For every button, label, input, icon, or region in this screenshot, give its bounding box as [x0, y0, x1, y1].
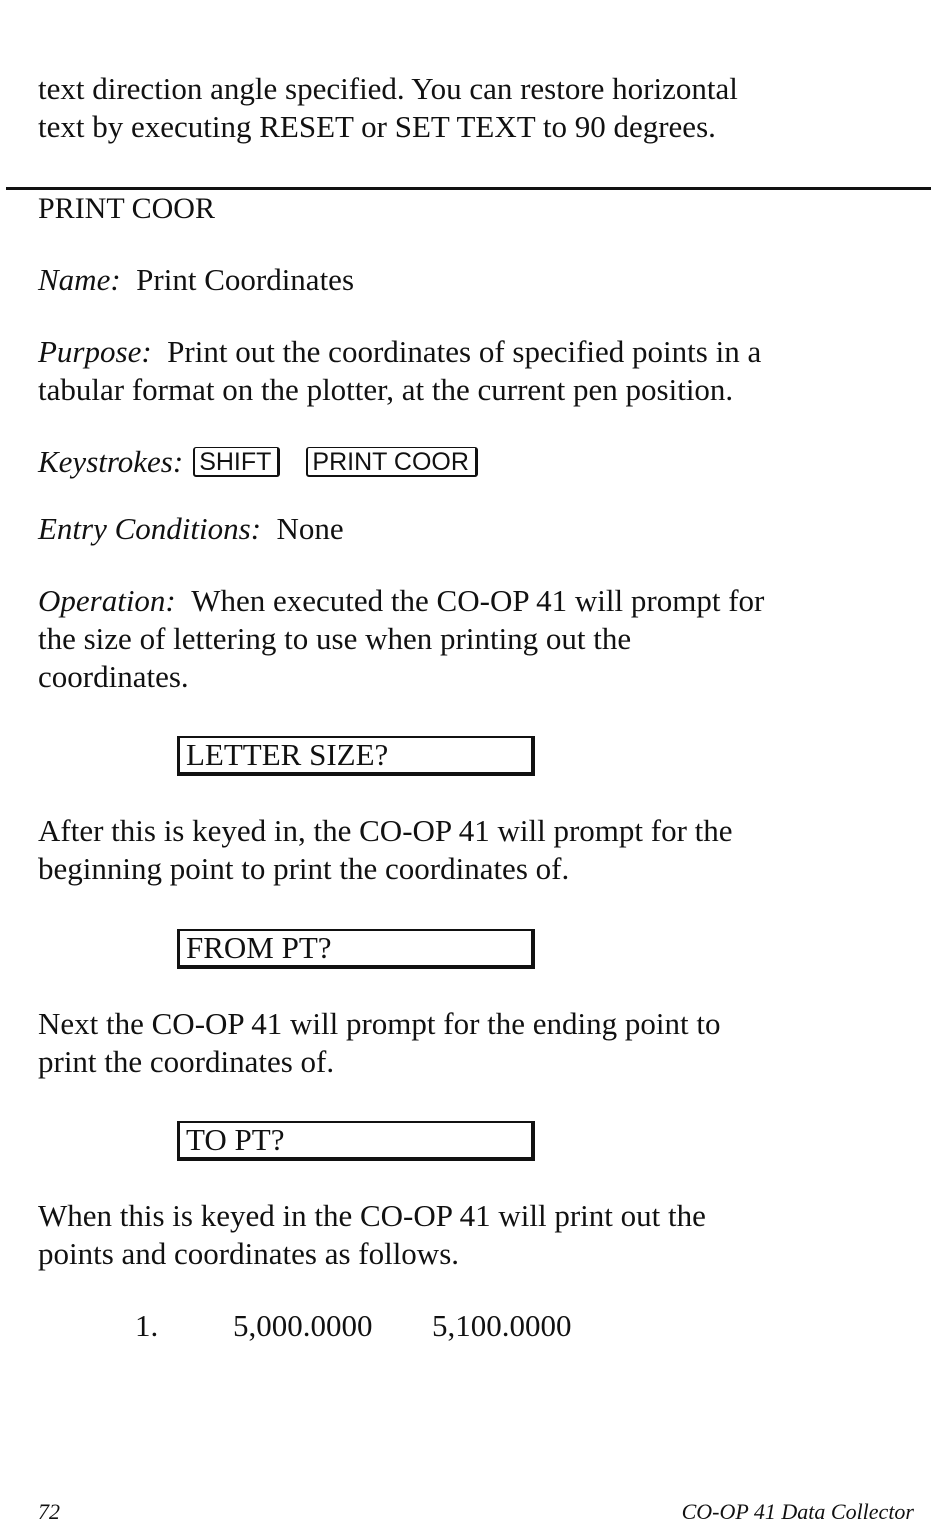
page-number: 72: [38, 1499, 60, 1524]
operation-line-2: the size of lettering to use when printing out the: [38, 621, 632, 656]
section-title: PRINT COOR: [38, 192, 215, 225]
intro-text: [38, 70, 918, 146]
purpose-line-2: tabular format on the plotter, at the current pen position.: [38, 372, 734, 407]
from-pt-prompt: FROM PT?: [177, 929, 535, 969]
output-index: 1.: [135, 1308, 159, 1343]
name-row: [38, 261, 918, 299]
next-paragraph: [38, 1005, 918, 1081]
next-line-1: Next the CO-OP 41 will prompt for the ending point to: [38, 1006, 721, 1041]
to-pt-prompt: TO PT?: [177, 1121, 535, 1161]
purpose-label: Purpose:: [38, 334, 152, 369]
operation-label: Operation:: [38, 583, 176, 618]
shift-key: SHIFT: [193, 447, 280, 477]
when-line-2: points and coordinates as follows.: [38, 1236, 460, 1271]
keystrokes-label: Keystrokes:: [38, 444, 184, 479]
name-value: Print Coordinates: [136, 262, 355, 297]
operation-line-1: When executed the CO-OP 41 will prompt for: [191, 583, 765, 618]
entry-conditions-value: None: [276, 511, 344, 546]
output-x-coordinate: 5,000.0000: [233, 1308, 373, 1343]
purpose-row: [38, 333, 918, 409]
keystrokes-row: [38, 443, 918, 481]
print-coor-key: PRINT COOR: [306, 447, 478, 477]
purpose-line-1: Print out the coordinates of specified points in a: [167, 334, 762, 369]
operation-row: [38, 582, 918, 696]
entry-conditions-row: [38, 510, 918, 548]
when-paragraph: [38, 1197, 918, 1273]
after-letter-line-1: After this is keyed in, the CO-OP 41 will prompt for the: [38, 813, 733, 848]
operation-line-3: coordinates.: [38, 659, 189, 694]
next-line-2: print the coordinates of.: [38, 1044, 335, 1079]
letter-size-prompt: LETTER SIZE?: [177, 736, 535, 776]
intro-line-1: text direction angle specified. You can restore horizontal: [38, 71, 738, 106]
entry-conditions-label: Entry Conditions:: [38, 511, 262, 546]
name-label: Name:: [38, 262, 121, 297]
output-y-coordinate: 5,100.0000: [432, 1308, 572, 1343]
book-title: CO-OP 41 Data Collector: [681, 1499, 914, 1524]
after-letter-line-2: beginning point to print the coordinates of.: [38, 851, 570, 886]
after-letter-paragraph: [38, 812, 918, 888]
intro-line-2: text by executing RESET or SET TEXT to 90 degrees.: [38, 109, 716, 144]
when-line-1: When this is keyed in the CO-OP 41 will print out the: [38, 1198, 706, 1233]
